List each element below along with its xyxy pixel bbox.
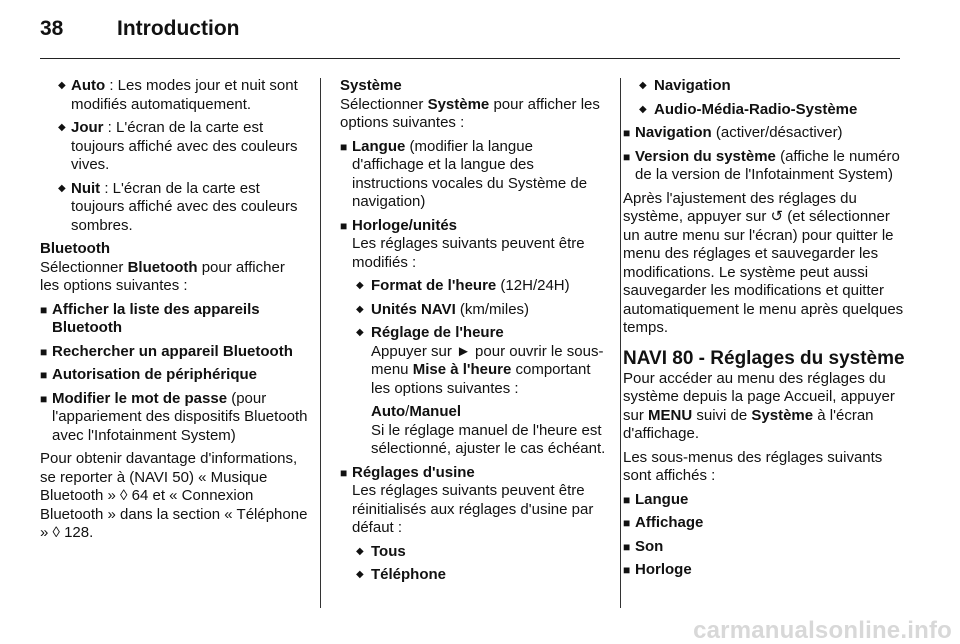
apres-paragraph: Après l'ajustement des réglages du système, appuyer sur ↺ (et sélectionner un autre menu sur l'écran) pour quitter le menu des réglages et sauvegarder les modifications. Le système peut aussi sauvegarder les modifications et quitter automatiquement le menu après quelques temps. — [623, 189, 904, 336]
list-item: ◆ Tous — [356, 542, 406, 560]
square-bullet-icon: ■ — [623, 563, 631, 577]
list-item: ◆ Jour : L'écran de la carte est toujours affiché avec des couleurs vives. — [58, 119, 298, 173]
horloge-text: Les réglages suivants peuvent être modifiés : — [352, 235, 585, 271]
column-3 — [623, 77, 905, 585]
column-divider-2 — [620, 78, 621, 608]
systeme-heading: Système — [340, 77, 402, 94]
square-bullet-icon: ■ — [340, 139, 348, 154]
column-1 — [40, 77, 308, 548]
diamond-bullet-icon: ◆ — [356, 303, 364, 315]
column-2 — [340, 77, 608, 590]
list-item: ■ Autorisation de périphérique — [40, 366, 258, 383]
appuyer-text: Appuyer sur ► pour ouvrir le sous-menu Mise à l'heure comportant les options suivantes : — [371, 342, 604, 397]
navi80-paragraph: Pour accéder au menu des réglages du système depuis la page Accueil, appuyer sur MENU suivi de Système à l'écran d'affichage. — [623, 369, 895, 442]
page-title: Introduction — [117, 17, 240, 40]
diamond-bullet-icon: ◆ — [58, 182, 66, 194]
list-item: ◆ Réglage de l'heure — [356, 324, 504, 341]
bluetooth-heading: Bluetooth — [40, 240, 110, 257]
manuel-text: Si le réglage manuel de l'heure est sélectionné, ajuster le cas échéant. — [371, 421, 606, 457]
list-item: ◆ Auto : Les modes jour et nuit sont modifiés automatiquement. — [58, 77, 298, 113]
list-item: ■ Langue — [623, 490, 689, 508]
diamond-bullet-icon: ◆ — [356, 327, 364, 338]
list-item: ■ Version du système (affiche le numéro de la version de l'Infotainment System) — [623, 147, 900, 183]
list-item: ■ Affichage — [623, 514, 704, 531]
list-item: ■ Réglages d'usine — [340, 463, 475, 481]
square-bullet-icon: ■ — [623, 492, 631, 507]
square-bullet-icon: ■ — [40, 368, 48, 382]
navi80-heading: NAVI 80 - Réglages du système — [623, 347, 905, 369]
square-bullet-icon: ■ — [623, 126, 631, 140]
list-item: ◆ Nuit : L'écran de la carte est toujours affiché avec des couleurs sombres. — [58, 179, 298, 234]
square-bullet-icon: ■ — [623, 539, 631, 554]
sous-menus-paragraph: Les sous-menus des réglages suivants sont affichés : — [623, 448, 883, 484]
list-item: ■ Modifier le mot de passe (pour l'appariement des dispositifs Bluetooth avec l'Infotainment System) — [40, 389, 308, 444]
square-bullet-icon: ■ — [623, 516, 631, 530]
list-item: ■ Rechercher un appareil Bluetooth — [40, 342, 293, 360]
auto-manuel-label: Auto/Manuel — [371, 403, 462, 420]
list-item: ◆ Navigation — [639, 77, 731, 94]
list-item: ■ Langue (modifier la langue d'affichage et la langue des instructions vocales du Système de navigation) — [340, 137, 588, 210]
list-item: ■ Horloge/unités — [340, 216, 458, 234]
list-item: ■ Navigation (activer/désactiver) — [623, 124, 843, 141]
page-number: 38 — [40, 17, 64, 40]
diamond-bullet-icon: ◆ — [58, 122, 66, 133]
square-bullet-icon: ■ — [340, 465, 348, 480]
usine-text: Les réglages suivants peuvent être réinitialisés aux réglages d'usine par défaut : — [352, 482, 594, 536]
diamond-bullet-icon: ◆ — [356, 569, 364, 580]
info-paragraph: Pour obtenir davantage d'informations, se reporter à (NAVI 50) « Musique Bluetooth » ◊ 64 et « Connexion Bluetooth » dans la section « Téléphone » ◊ 128. — [40, 450, 308, 541]
watermark: carmanualsonline.info — [693, 616, 952, 644]
column-divider-1 — [320, 78, 321, 608]
diamond-bullet-icon: ◆ — [356, 280, 364, 291]
list-item: ■ Son — [623, 537, 664, 555]
systeme-intro: Sélectionner Système pour afficher les options suivantes : — [340, 95, 600, 131]
square-bullet-icon: ■ — [40, 302, 48, 317]
square-bullet-icon: ■ — [340, 218, 348, 233]
square-bullet-icon: ■ — [40, 391, 48, 406]
diamond-bullet-icon: ◆ — [639, 80, 647, 91]
diamond-bullet-icon: ◆ — [639, 103, 647, 115]
list-item: ■ Horloge — [623, 561, 692, 578]
list-item: ◆ Audio-Média-Radio-Système — [639, 100, 858, 118]
diamond-bullet-icon: ◆ — [356, 545, 364, 557]
list-item: ■ Afficher la liste des appareils Bluetooth — [40, 300, 260, 336]
list-item: ◆ Téléphone — [356, 566, 447, 583]
list-item: ◆ Format de l'heure (12H/24H) — [356, 277, 570, 294]
square-bullet-icon: ■ — [623, 149, 631, 164]
list-item: ◆ Unités NAVI (km/miles) — [356, 300, 530, 318]
bluetooth-intro: Sélectionner Bluetooth pour afficher les options suivantes : — [40, 258, 285, 294]
header-divider — [40, 58, 900, 59]
square-bullet-icon: ■ — [40, 344, 48, 359]
diamond-bullet-icon: ◆ — [58, 80, 66, 91]
